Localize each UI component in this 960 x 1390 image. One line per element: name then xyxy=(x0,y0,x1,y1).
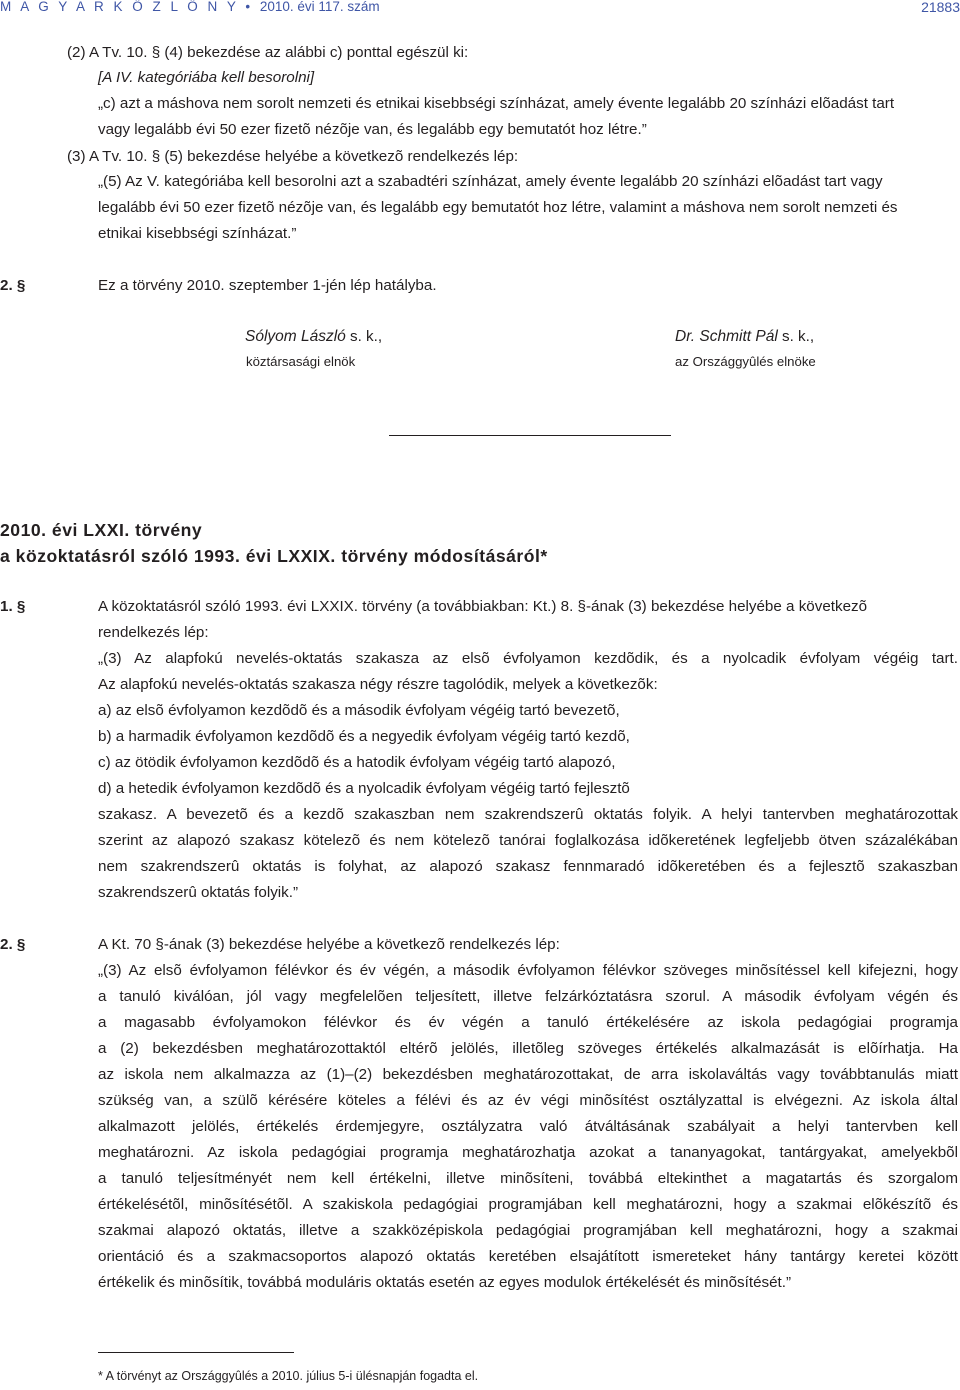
law2-section2-line: a magasabb évfolyamokon félévkor és év végén a tanuló értékelésére az iskola pedagógiai programja xyxy=(98,1014,958,1031)
law1-section2-text: Ez a törvény 2010. szeptember 1-jén lép hatályba. xyxy=(98,277,437,294)
law2-section2-intro: A Kt. 70 §-ának (3) bekezdése helyébe a következõ rendelkezés lép: xyxy=(98,936,560,953)
law2-section1-quote-line2: Az alapfokú nevelés-oktatás szakasza négy részre tagolódik, melyek a következõk: xyxy=(98,676,658,693)
signature-president xyxy=(245,328,382,346)
signature-president-suffix: s. k., xyxy=(345,328,383,345)
signature-speaker-suffix: s. k., xyxy=(777,328,815,345)
law2-section1-tail-line4: szakrendszerû oktatás folyik.” xyxy=(98,884,299,901)
list-item: a) az elsõ évfolyamon kezdõdõ és a második évfolyam végéig tartó bevezetõ, xyxy=(98,702,620,719)
law2-title-line1: 2010. évi LXXI. törvény xyxy=(0,520,203,540)
footnote-text: * A törvényt az Országgyûlés a 2010. július 5-i ülésnapján fogadta el. xyxy=(98,1369,479,1383)
law2-section2-line: orientáció és a szakmacsoportos alapozó oktatás keretében elsajátított ismereteket hány tantárgy keretei között xyxy=(98,1248,958,1265)
running-header xyxy=(0,0,380,14)
law2-section2-line: értékelik és minõsítik, továbbá moduláris oktatás esetén az egyes modulok értékelését és minõsítését.” xyxy=(98,1274,792,1291)
law2-section2-line: a (2) bekezdésben meghatározottaktól eltérõ jelölés, illetõleg szöveges értékelés alkalmazását is elõírhatja. Ha xyxy=(98,1040,958,1057)
law2-section2-number: 2. § xyxy=(0,936,26,953)
list-item: c) az ötödik évfolyamon kezdõdõ és a hatodik évfolyam végéig tartó alapozó, xyxy=(98,754,616,771)
law2-section2-line: értékelésétõl, minõsítésétõl. A szakiskola pedagógiai programjában kell meghatározni, hogy a szakmai elõkészítõ és xyxy=(98,1196,958,1213)
signature-president-role: köztársasági elnök xyxy=(246,354,356,369)
law2-section2-line: „(3) Az elsõ évfolyamon félévkor és év végén, a második évfolyamon félévkor szöveges minõsítéssel kell kifejezni, hogy xyxy=(98,962,958,979)
law1-para3-line2: legalább évi 50 ezer fizetõ nézõje van, és legalább egy bemutatót hoz létre, valamint a máshova nem sorolt nemzeti és xyxy=(98,199,898,216)
signature-speaker xyxy=(675,328,814,346)
list-item: d) a hetedik évfolyamon kezdõdõ és a nyolcadik évfolyam végéig tartó fejlesztõ xyxy=(98,780,630,797)
law2-section1-quote-line1: „(3) Az alapfokú nevelés-oktatás szakasza az elsõ évfolyamon kezdõdik, és a nyolcadik évfolyam végéig tart. xyxy=(98,650,958,667)
law1-para2-intro: (2) A Tv. 10. § (4) bekezdése az alábbi c) ponttal egészül ki: xyxy=(67,44,469,61)
law1-para2-c-line1: „c) azt a máshova nem sorolt nemzeti és etnikai kisebbségi színházat, amely évente legalább 20 színházi elõadást tart xyxy=(98,95,895,112)
law-separator-rule xyxy=(389,435,671,436)
law1-para3-line3: etnikai kisebbségi színházat.” xyxy=(98,225,297,242)
law1-section2-number: 2. § xyxy=(0,277,26,294)
signature-speaker-name: Dr. Schmitt Pál xyxy=(675,328,778,345)
issue-label: 2010. évi 117. szám xyxy=(259,0,380,14)
signature-speaker-role: az Országgyûlés elnöke xyxy=(675,354,816,369)
law2-section1-line1: A közoktatásról szóló 1993. évi LXXIX. törvény (a továbbiakban: Kt.) 8. §-ának (3) bekezdése helyébe a következõ xyxy=(98,598,868,615)
law2-section2-line: az iskola nem alkalmazza az (1)–(2) bekezdésben meghatározottakat, de arra iskolaváltás vagy továbbtanulás miatt xyxy=(98,1066,958,1083)
law2-section2-line: a tanuló kiválóan, jól vagy megfelelõen teljesített, illetve felzárkóztatásra szorul. A második évfolyam végén és xyxy=(98,988,958,1005)
law1-para2-c-line2: vagy legalább évi 50 ezer fizetõ nézõje van, és legalább egy bemutatót hoz létre.” xyxy=(98,121,647,138)
footnote-rule xyxy=(98,1352,294,1353)
law2-section1-tail-line1: szakasz. A bevezetõ és a kezdõ szakaszban nem szakrendszerû oktatás folyik. A helyi tantervben meghatározottak xyxy=(98,806,958,823)
law2-section2-line: szükség van, a szülõ kérésére köteles a félévi és az év végi minõsítést osztályzattal is elvégezni. Az iskola által xyxy=(98,1092,958,1109)
law1-para3-intro: (3) A Tv. 10. § (5) bekezdése helyébe a következõ rendelkezés lép: xyxy=(67,148,519,165)
law2-section2-line: meghatározni. Az iskola pedagógiai programja meghatározhatja azokat a tananyagokat, tantárgyakat, amelyekbõl xyxy=(98,1144,958,1161)
law2-section1-tail-line2: szerint az alapozó szakasz kötelezõ és nem kötelezõ tanórai foglalkozása idõkeretének legfeljebb ötven százalékában xyxy=(98,832,958,849)
list-item: b) a harmadik évfolyamon kezdõdõ és a negyedik évfolyam végéig tartó kezdõ, xyxy=(98,728,630,745)
header-bullet: • xyxy=(245,0,254,14)
law2-section2-line: a tanuló teljesítményét nem kell értékelni, illetve minõsíteni, továbbá eltekinthet a magatartás és szorgalom xyxy=(98,1170,958,1187)
law2-section1-number: 1. § xyxy=(0,598,26,615)
signature-president-name: Sólyom László xyxy=(245,328,346,345)
law2-section1-line2: rendelkezés lép: xyxy=(98,624,209,641)
law2-section1-tail-line3: nem szakrendszerû oktatás is folyhat, az alapozó szakasz fennmaradó idõkeretében és a fejlesztõ szakaszban xyxy=(98,858,958,875)
law2-section2-line: szakmai alapozó oktatás, illetve a szakközépiskola pedagógiai programjában kell meghatározni, hogy a szakmai xyxy=(98,1222,958,1239)
law2-section2-line: alkalmazott jelölés, értékelés érdemjegyre, osztályzatra való átváltásának szabályait a helyi tantervben kell xyxy=(98,1118,958,1135)
law1-para2-bracket: [A IV. kategóriába kell besorolni] xyxy=(98,69,315,86)
page-number: 21883 xyxy=(921,0,960,15)
law1-para3-line1: „(5) Az V. kategóriába kell besorolni azt a szabadtéri színházat, amely évente legalább 20 színházi elõadást tart vagy xyxy=(98,173,883,190)
journal-name: M A G Y A R K Ö Z L Ö N Y xyxy=(0,0,239,14)
law2-title-line2: a közoktatásról szóló 1993. évi LXXIX. törvény módosításáról* xyxy=(0,546,548,566)
